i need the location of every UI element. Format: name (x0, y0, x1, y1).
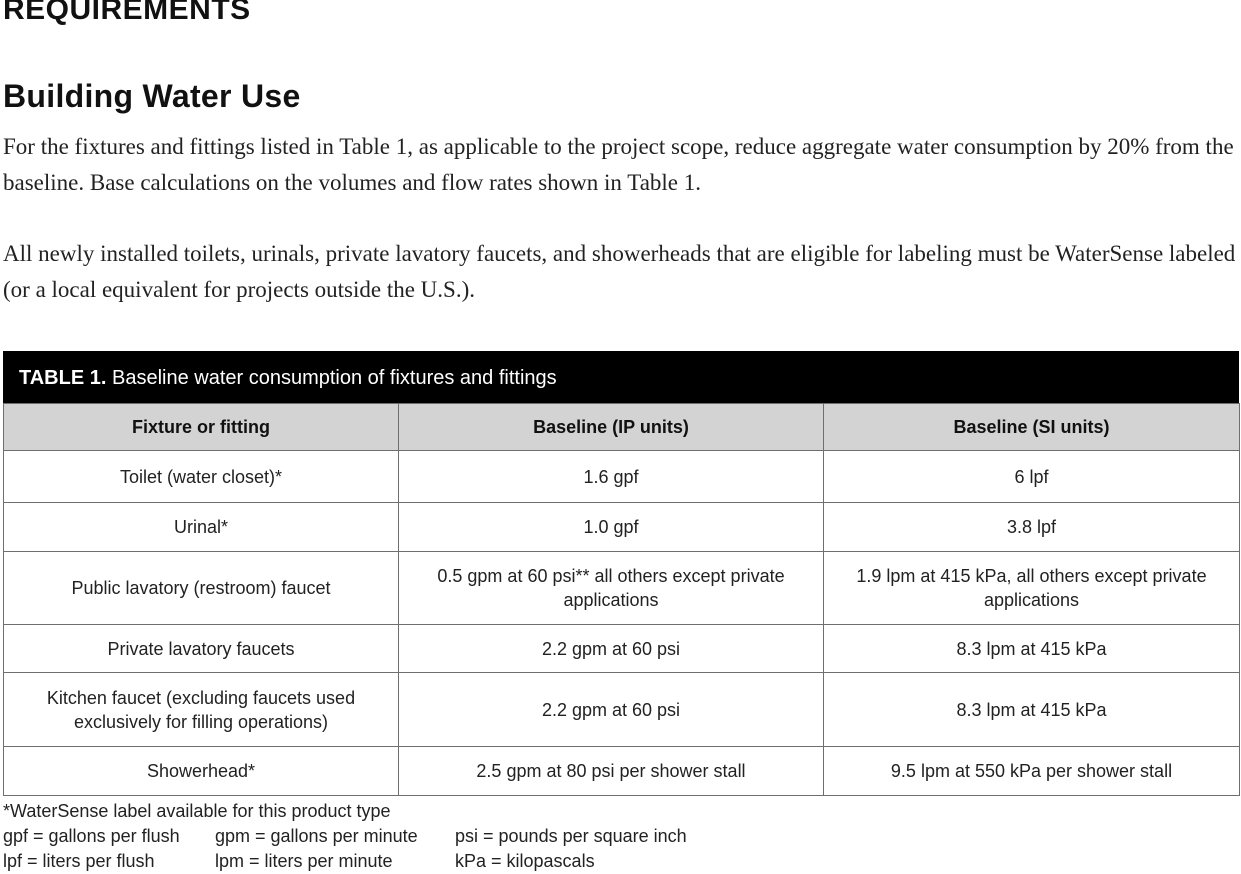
footnote-psi: psi = pounds per square inch (455, 826, 687, 846)
cell-si: 3.8 lpf (824, 503, 1240, 552)
header-fixture: Fixture or fitting (4, 404, 399, 451)
table-row (4, 552, 1240, 625)
header-si-units: Baseline (SI units) (824, 404, 1240, 451)
cell-ip: 1.0 gpf (399, 503, 824, 552)
table-row (4, 503, 1240, 552)
cell-si: 9.5 lpm at 550 kPa per shower stall (824, 747, 1240, 796)
cell-fixture: Showerhead* (4, 747, 399, 796)
footnote-watersense: *WaterSense label available for this product type (3, 801, 391, 821)
cell-si: 8.3 lpm at 415 kPa (824, 625, 1240, 673)
cell-fixture: Kitchen faucet (excluding faucets used exclusively for filling operations) (4, 673, 399, 747)
section-heading: REQUIREMENTS (3, 0, 251, 26)
cell-si: 1.9 lpm at 415 kPa, all others except private applications (824, 552, 1240, 625)
cell-ip: 2.5 gpm at 80 psi per shower stall (399, 747, 824, 796)
table-row (4, 747, 1240, 796)
footnote-gpf: gpf = gallons per flush (3, 826, 180, 846)
table-caption-text: Baseline water consumption of fixtures and fittings (106, 367, 557, 389)
cell-si: 6 lpf (824, 451, 1240, 503)
cell-ip: 1.6 gpf (399, 451, 824, 503)
footnote-gpm: gpm = gallons per minute (215, 826, 418, 846)
cell-si: 8.3 lpm at 415 kPa (824, 673, 1240, 747)
table-header-row (4, 404, 1240, 451)
cell-fixture: Private lavatory faucets (4, 625, 399, 673)
data-table (3, 403, 1240, 796)
table-caption (3, 351, 1239, 403)
intro-paragraph: For the fixtures and fittings listed in Table 1, as applicable to the project scope, reduce aggregate water consumption by 20% from the baseline. Base calculations on the volumes and flow rates shown in Table 1. (3, 134, 1234, 195)
header-ip-units: Baseline (IP units) (399, 404, 824, 451)
watersense-paragraph: All newly installed toilets, urinals, private lavatory faucets, and showerheads that are eligible for labeling must be WaterSense labeled (or a local equivalent for projects outside the U.S.). (3, 241, 1236, 302)
cell-fixture: Public lavatory (restroom) faucet (4, 552, 399, 625)
table-row (4, 451, 1240, 503)
footnote-lpm: lpm = liters per minute (215, 851, 393, 871)
table-row (4, 625, 1240, 673)
cell-ip: 2.2 gpm at 60 psi (399, 625, 824, 673)
footnote-kpa: kPa = kilopascals (455, 851, 595, 871)
page-title: Building Water Use (3, 78, 301, 114)
baseline-table (3, 351, 1239, 796)
cell-fixture: Toilet (water closet)* (4, 451, 399, 503)
footnote-lpf: lpf = liters per flush (3, 851, 155, 871)
cell-ip: 2.2 gpm at 60 psi (399, 673, 824, 747)
table-row (4, 673, 1240, 747)
table-caption-label: TABLE 1. (19, 367, 107, 389)
cell-fixture: Urinal* (4, 503, 399, 552)
cell-ip: 0.5 gpm at 60 psi** all others except private applications (399, 552, 824, 625)
